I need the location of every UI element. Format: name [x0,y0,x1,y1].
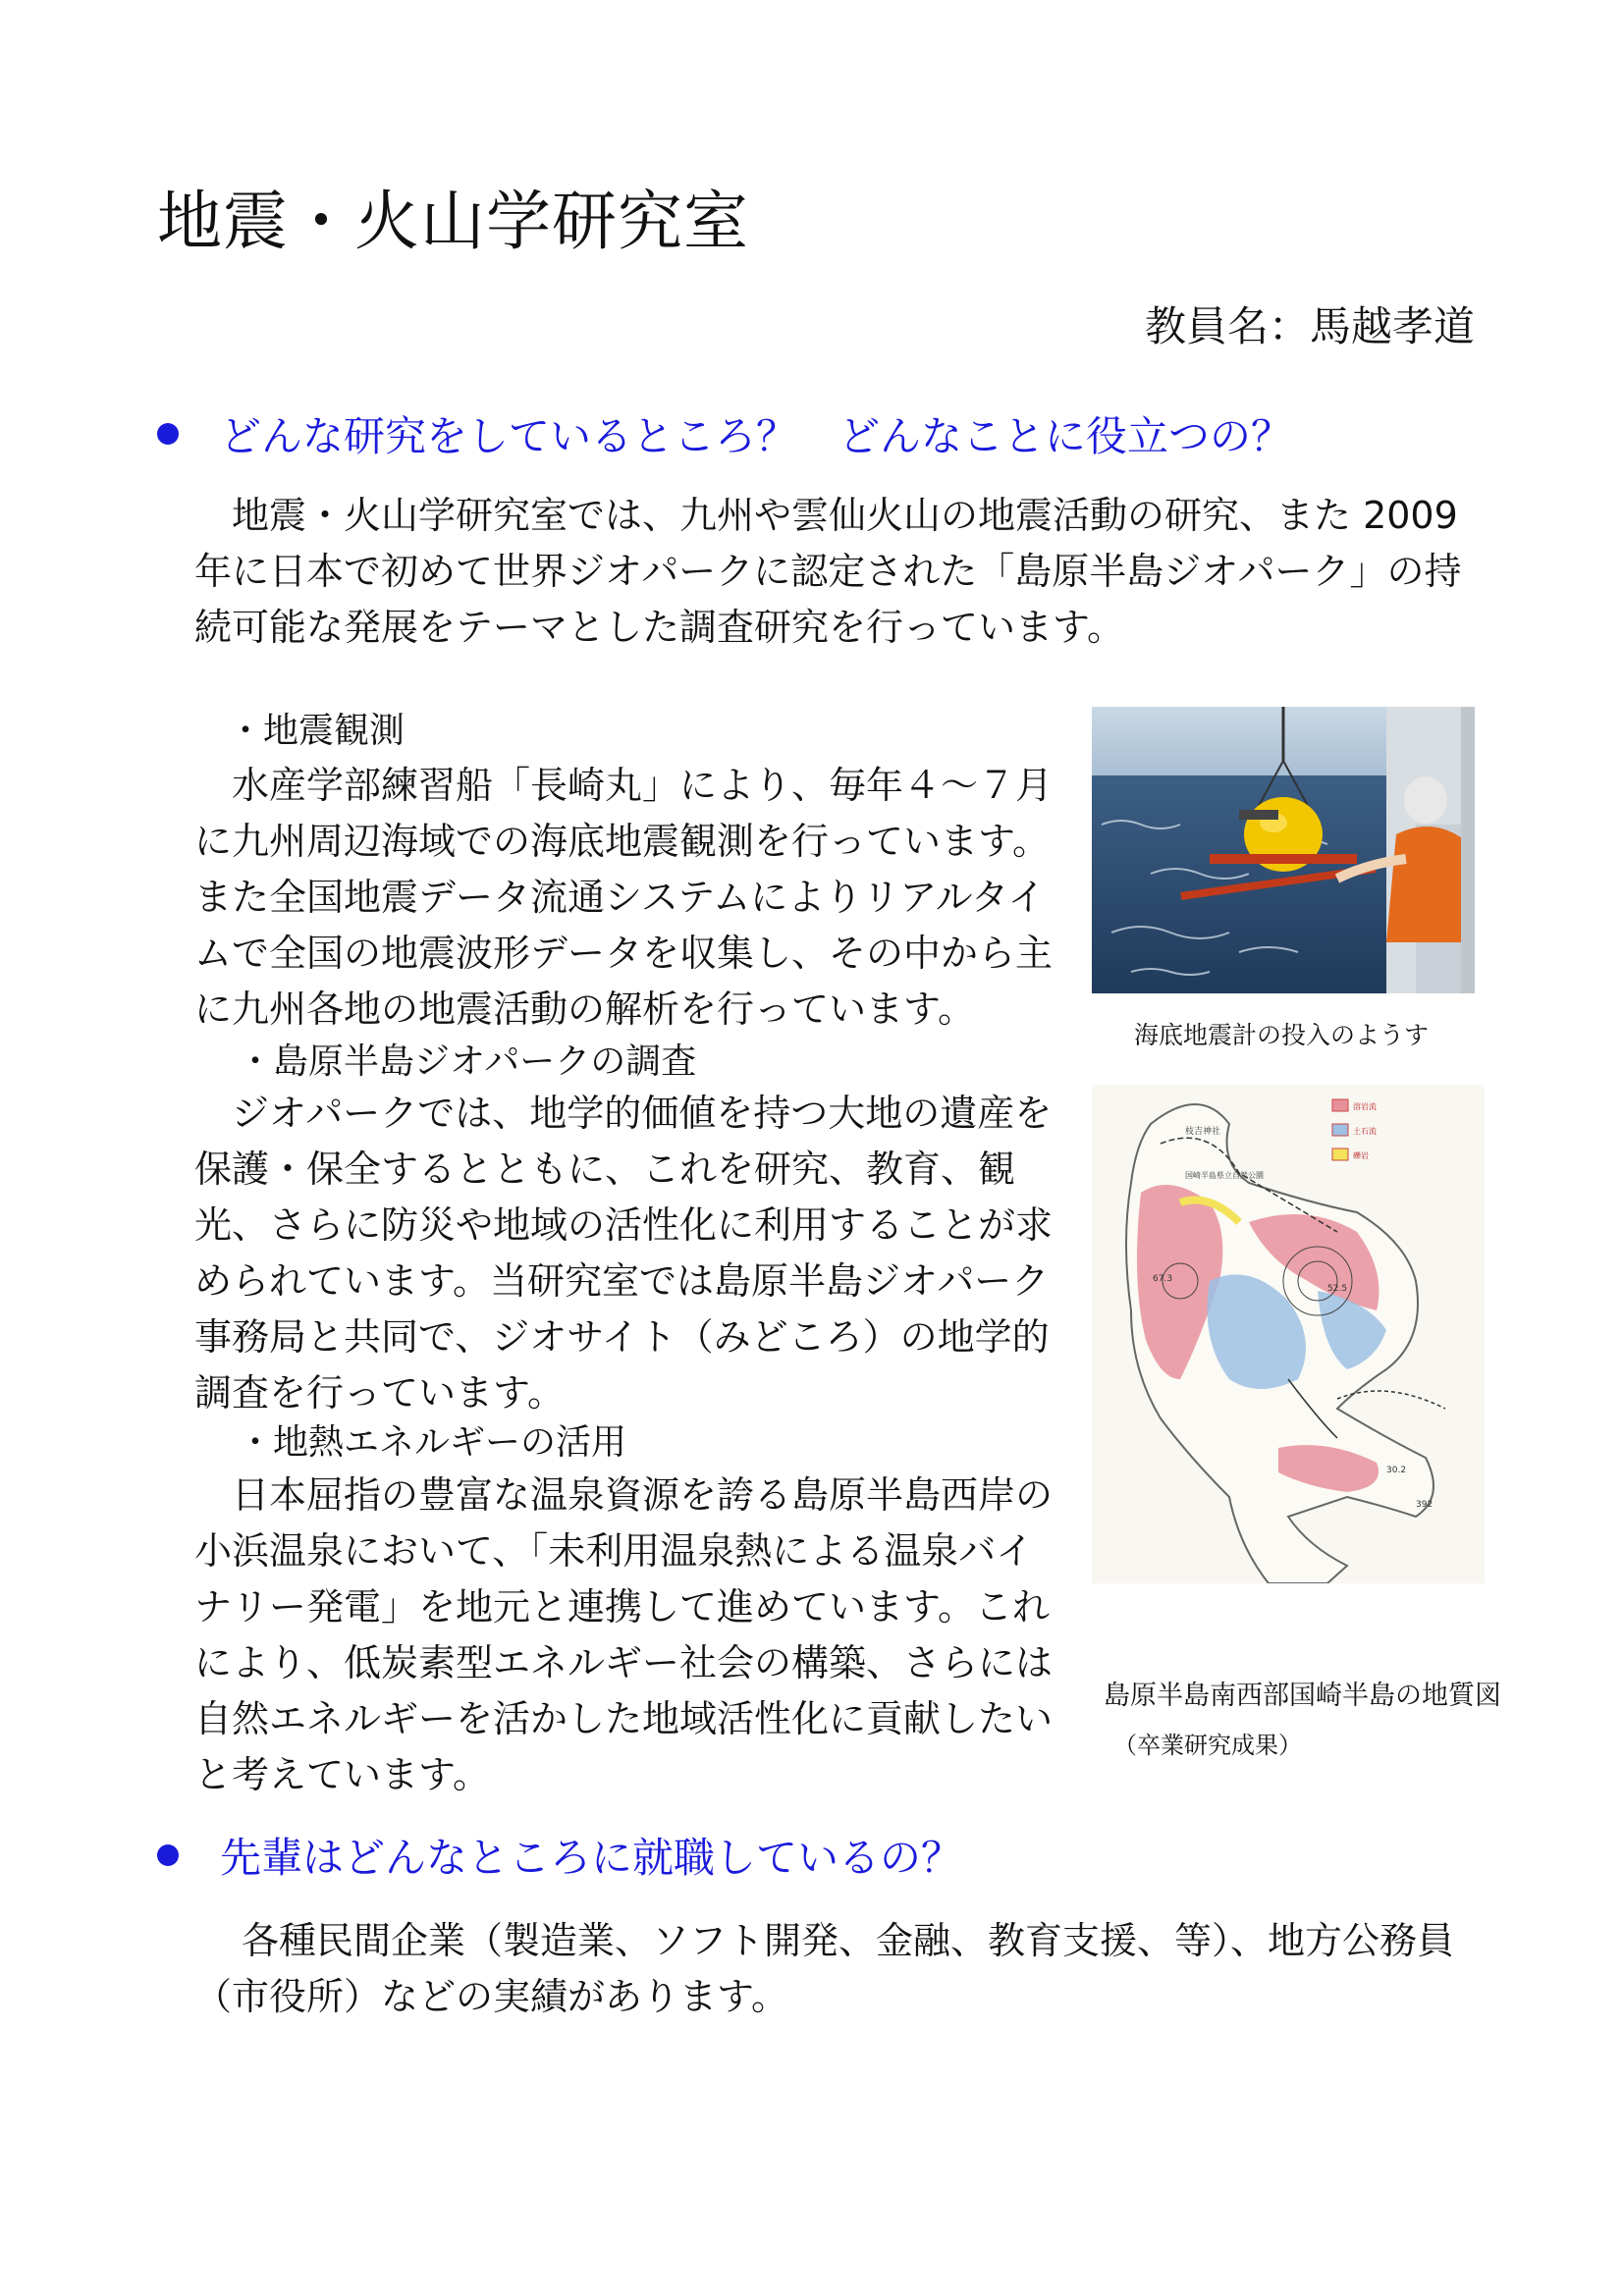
map-elevation-2: 52.5 [1327,1284,1348,1294]
legend-debris: 土石流 [1353,1127,1377,1136]
map-elevation-3: 30.2 [1386,1466,1407,1475]
geological-map [1092,1085,1485,1583]
bullet-geopark-survey: ・島原半島ジオパークの調査 [238,1041,697,1082]
bullet-dot-icon [157,423,179,445]
legend-lava: 溶岩流 [1353,1102,1377,1111]
geothermal-energy-text: 日本屈指の豊富な温泉資源を誇る島原半島西岸の小浜温泉において、「未利用温泉熱による温泉バイナリー発電」を地元と連携して進めています。これにより、低炭素型エネルギー社会の構築、さらには自然エネルギーを活かした地域活性化に貢献したいと考えています。 [194,1473,1054,1796]
careers-paragraph: 各種民間企業（製造業、ソフト開発、金融、教育支援、等）、地方公務員（市役所）などの実績があります。 [194,1919,1455,2018]
bullet-earthquake-observation: ・地震観測 [228,711,406,751]
map-caption: 島原半島南西部国崎半島の地質図 [1104,1681,1501,1711]
intro-paragraph: 地震・火山学研究室では、九州や雲仙火山の地震活動の研究、また 2009 年に日本で初めて世界ジオパークに認定された「島原半島ジオパーク」の持続可能な発展をテーマとした調査研究を行っています。 [194,494,1462,649]
map-elevation-1: 67.3 [1153,1274,1173,1284]
geopark-survey-text: ジオパークでは、地学的価値を持つ大地の遺産を保護・保全するとともに、これを研究、教育、観光、さらに防災や地域の活性化に利用することが求められています。当研究室では島原半島ジオパーク事務局と共同で、ジオサイト（みどころ）の地学的調査を行っています。 [194,1092,1054,1415]
careers-heading-text: 先輩はどんなところに就職しているの？ [220,1834,963,1882]
map-label-park: 国崎半島県立自然公園 [1185,1171,1264,1180]
page-title: 地震・火山学研究室 [157,184,749,259]
careers-heading [157,1826,962,1885]
map-elevation-4: 392 [1416,1500,1433,1510]
photo-caption: 海底地震計の投入のようす [1134,1021,1430,1049]
legend-conglomerate: 礫岩 [1353,1151,1369,1160]
teacher-name: 教員名：馬越孝道 [1144,302,1475,350]
map-subcaption: （卒業研究成果） [1113,1732,1302,1759]
research-heading-text: どんな研究をしているところ？ どんなことに役立つの？ [220,412,1293,460]
map-label-shrine: 枝吉神社 [1185,1127,1221,1137]
seismometer-photo [1092,707,1475,993]
bullet-dot-icon [157,1844,179,1866]
bullet-geothermal-energy: ・地熱エネルギーの活用 [238,1422,627,1463]
research-heading [157,404,1292,463]
earthquake-observation-text: 水産学部練習船「長崎丸」により、毎年４〜７月に九州周辺海域での海底地震観測を行っています。また全国地震データ流通システムによりリアルタイムで全国の地震波形データを収集し、その中から主に九州各地の地震活動の解析を行っています。 [194,764,1054,1031]
